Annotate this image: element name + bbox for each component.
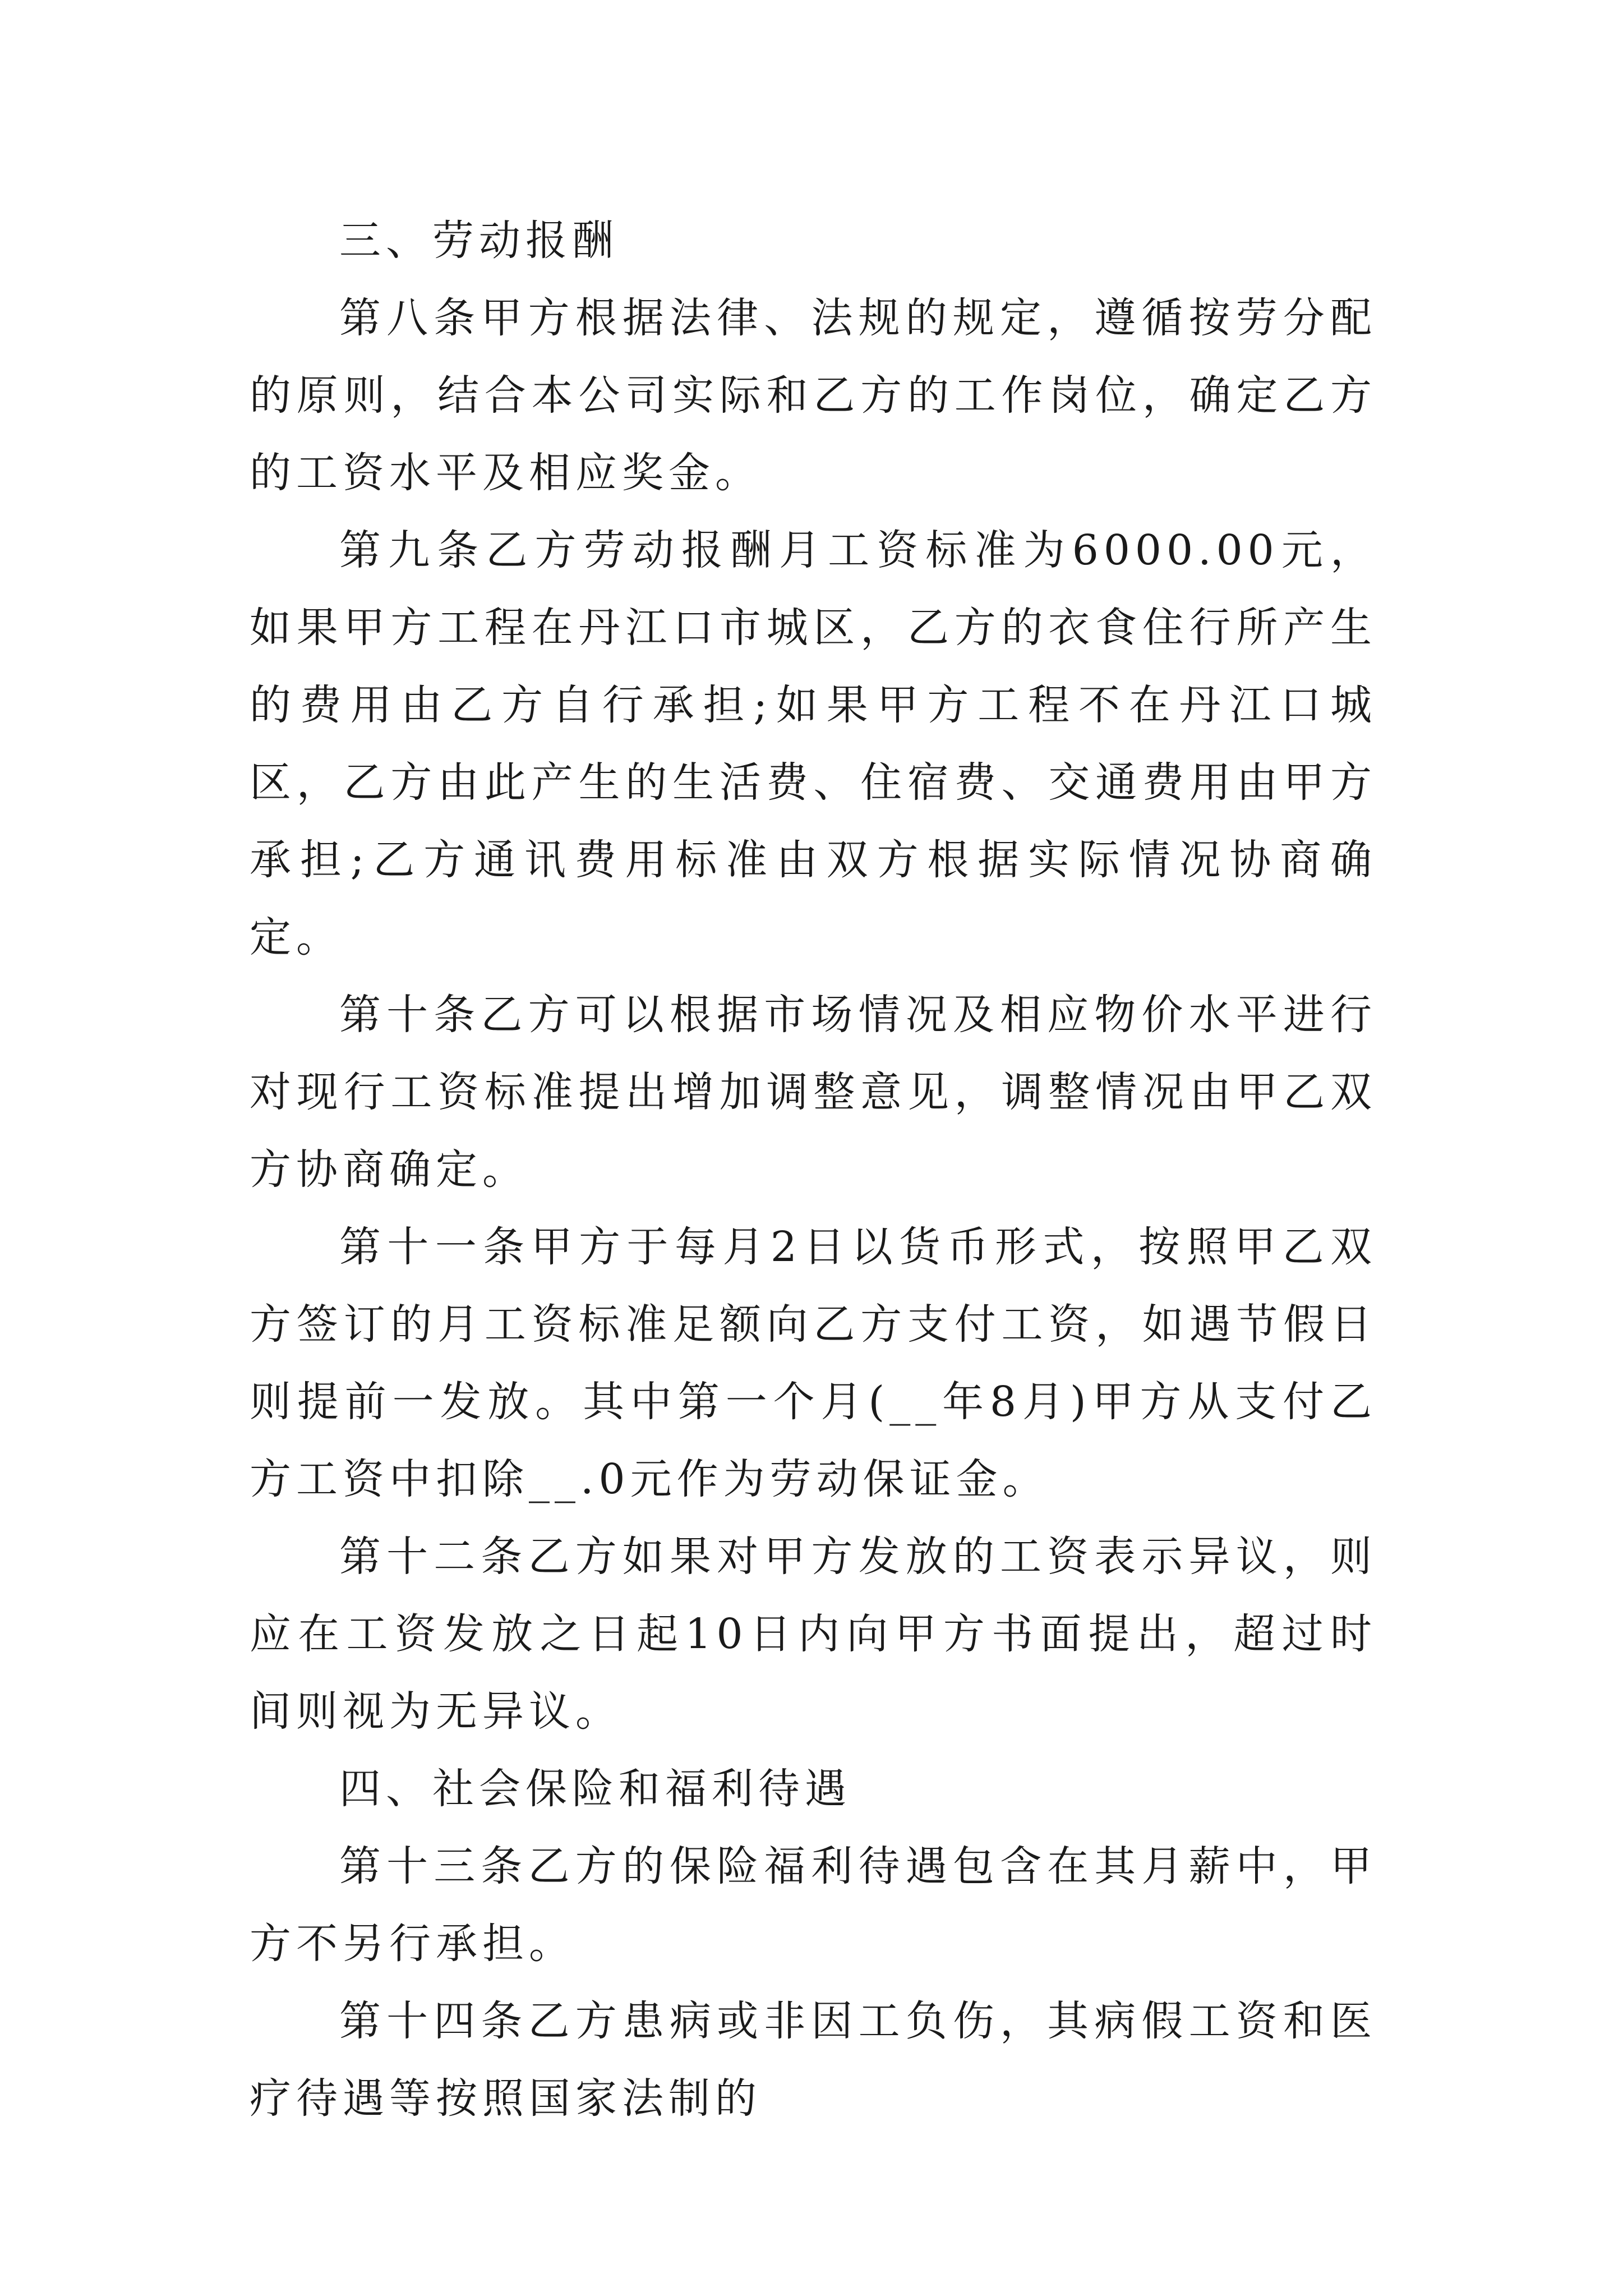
article-10: 第十条乙方可以根据市场情况及相应物价水平进行对现行工资标准提出增加调整意见，调整情况由甲乙双方协商确定。 [250, 991, 1377, 1194]
article-13: 第十三条乙方的保险福利待遇包含在其月薪中，甲方不另行承担。 [250, 1842, 1377, 1968]
article-9: 第九条乙方劳动报酬月工资标准为6000.00元，如果甲方工程在丹江口市城区，乙方的衣食住行所产生的费用由乙方自行承担;如果甲方工程不在丹江口城区，乙方由此产生的生活费、住宿费、交通费用由甲方承担;乙方通讯费用标准由双方根据实际情况协商确定。 [250, 526, 1377, 961]
article-12: 第十二条乙方如果对甲方发放的工资表示异议，则应在工资发放之日起10日内向甲方书面提出，超过时间则视为无异议。 [250, 1533, 1377, 1736]
article-8: 第八条甲方根据法律、法规的规定，遵循按劳分配的原则，结合本公司实际和乙方的工作岗位，确定乙方的工资水平及相应奖金。 [250, 294, 1377, 497]
section-heading-labor-pay: 三、劳动报酬 [339, 217, 619, 265]
article-11: 第十一条甲方于每月2日以货币形式，按照甲乙双方签订的月工资标准足额向乙方支付工资，如遇节假日则提前一发放。其中第一个月(__年8月)甲方从支付乙方工资中扣除__.0元作为劳动保证金。 [250, 1223, 1377, 1503]
document-body [250, 202, 1377, 2137]
section-heading-social-insurance: 四、社会保险和福利待遇 [339, 1765, 851, 1813]
article-14: 第十四条乙方患病或非因工负伤，其病假工资和医疗待遇等按照国家法制的 [250, 1997, 1377, 2123]
